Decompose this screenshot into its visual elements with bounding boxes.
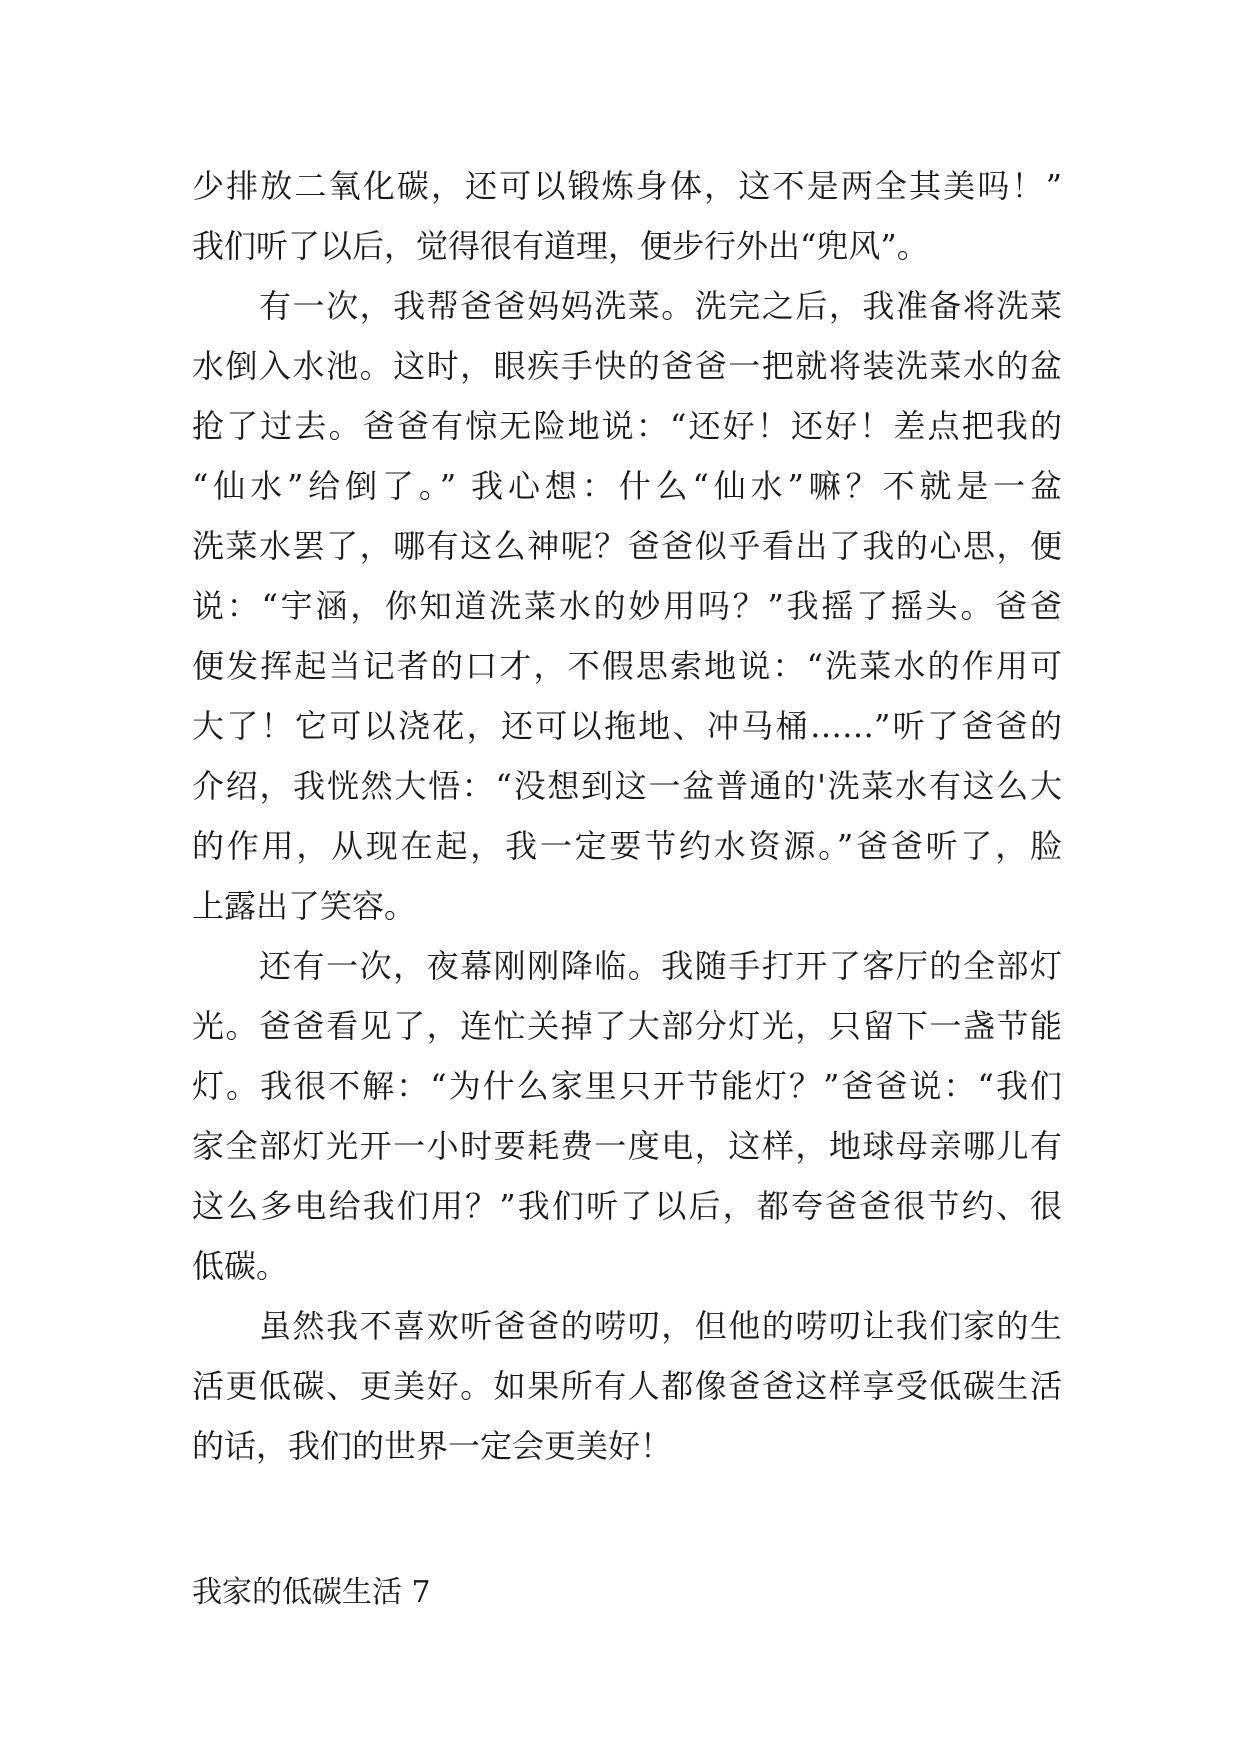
paragraph-line: 活更低碳、更美好。如果所有人都像爸爸这样享受低碳生活 [192, 1367, 1062, 1405]
paragraph-line: 水倒入水池。这时，眼疾手快的爸爸一把就将装洗菜水的盆 [192, 347, 1062, 385]
paragraph-line: 介绍，我恍然大悟：“没想到这一盆普通的'洗菜水有这么大 [192, 767, 1062, 805]
paragraph-line: 这么多电给我们用？”我们听了以后，都夸爸爸很节约、很 [192, 1187, 1062, 1225]
paragraph-line: “仙水”给倒了。” 我心想：什么“仙水”嘛？不就是一盆 [192, 467, 1062, 505]
paragraph-line: 低碳。 [192, 1247, 289, 1285]
paragraph-line: 光。爸爸看见了，连忙关掉了大部分灯光，只留下一盏节能 [192, 1007, 1062, 1045]
section-title: 我家的低碳生活 7 [192, 1575, 431, 1610]
paragraph-line: 便发挥起当记者的口才，不假思索地说：“洗菜水的作用可 [192, 647, 1062, 685]
paragraph-line: 洗菜水罢了，哪有这么神呢？爸爸似乎看出了我的心思，便 [192, 527, 1062, 565]
paragraph-line: 有一次，我帮爸爸妈妈洗菜。洗完之后，我准备将洗菜 [192, 287, 1062, 325]
paragraph-line: 虽然我不喜欢听爸爸的唠叨，但他的唠叨让我们家的生 [192, 1307, 1062, 1345]
paragraph-line: 抢了过去。爸爸有惊无险地说：“还好！还好！差点把我的 [192, 407, 1062, 445]
paragraph-line: 的作用，从现在起，我一定要节约水资源。”爸爸听了，脸 [192, 827, 1062, 865]
paragraph-line: 家全部灯光开一小时要耗费一度电，这样，地球母亲哪儿有 [192, 1127, 1062, 1165]
paragraph-line: 上露出了笑容。 [192, 887, 417, 925]
paragraph-line: 灯。我很不解：“为什么家里只开节能灯？”爸爸说：“我们 [192, 1067, 1062, 1105]
paragraph-line: 说：“宇涵，你知道洗菜水的妙用吗？”我摇了摇头。爸爸 [192, 587, 1062, 625]
paragraph-line: 我们听了以后，觉得很有道理，便步行外出“兜风”。 [192, 227, 929, 265]
paragraph-line: 还有一次，夜幕刚刚降临。我随手打开了客厅的全部灯 [192, 947, 1062, 985]
paragraph-line: 少排放二氧化碳，还可以锻炼身体，这不是两全其美吗！” [192, 167, 1062, 205]
paragraph-line: 大了！它可以浇花，还可以拖地、冲马桶……”听了爸爸的 [192, 707, 1062, 745]
paragraph-line: 的话，我们的世界一定会更美好！ [192, 1427, 673, 1465]
